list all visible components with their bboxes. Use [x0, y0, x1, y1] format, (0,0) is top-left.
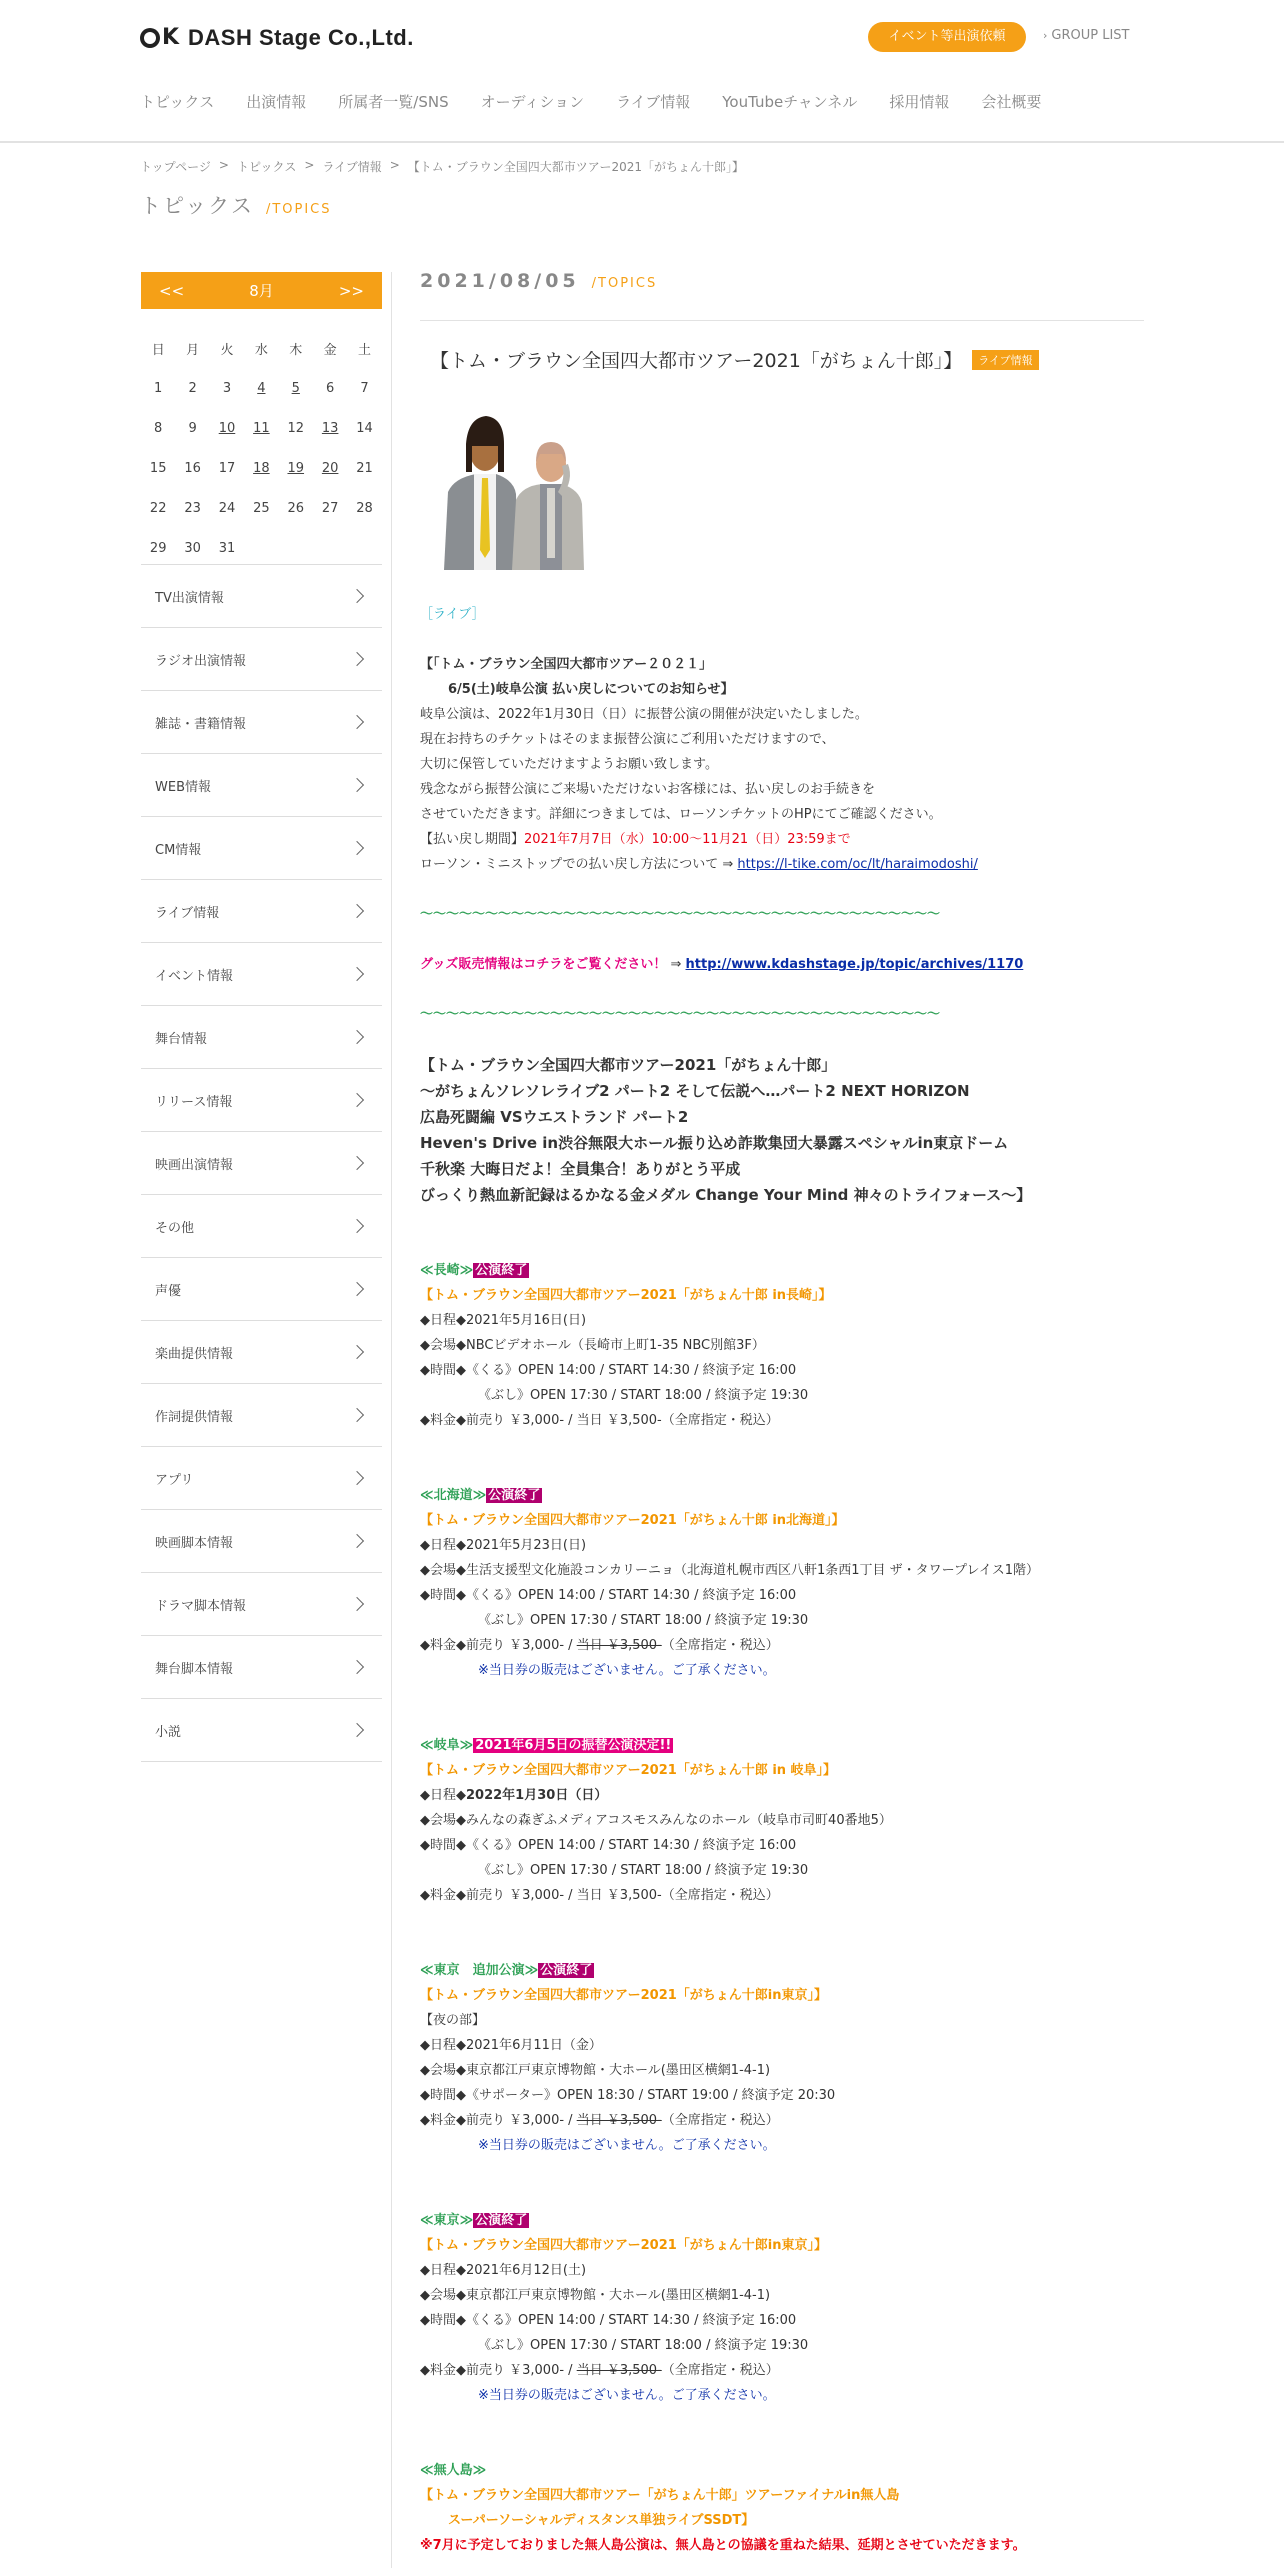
sidebar-item-label: 舞台脚本情報	[155, 1661, 234, 1677]
column-divider	[391, 272, 392, 2568]
tour-title: 【トム・ブラウン全国四大都市ツアー2021「がちょん十郎」	[420, 1056, 837, 1074]
hokkaido-venue: ◆会場◆生活支援型文化施設コンカリーニョ（北海道札幌市西区八軒1条西1丁目 ザ・タワープレイス1階）	[420, 1563, 1039, 1578]
gifu-date: ◆日程◆2022年1月30日（日）	[420, 1788, 608, 1803]
gifu-time: 《ぶし》OPEN 17:30 / START 18:00 / 終演予定 19:30	[478, 1863, 809, 1878]
calendar-next-button[interactable]: >>	[338, 281, 364, 300]
calendar-day: 12	[287, 420, 305, 436]
gifu-title: 【トム・ブラウン全国四大都市ツアー2021「がちょん十郎 in 岐阜」】	[420, 1763, 837, 1778]
calendar-day: 28	[356, 500, 373, 516]
calendar-day: 17	[218, 460, 236, 476]
breadcrumb-current: 【トム・ブラウン全国四大都市ツアー2021「がちょん十郎」】	[407, 160, 744, 174]
nav-audition[interactable]: オーディション	[480, 93, 585, 111]
refund-period: 【払い戻し期間】2021年7月7日（水）10:00～11月21（日）23:59まで	[420, 832, 851, 847]
hokkaido-title: 【トム・ブラウン全国四大都市ツアー2021「がちょん十郎 in北海道」】	[420, 1513, 845, 1528]
tokyo-heading: ≪東京≫ 公演終了	[420, 2213, 528, 2228]
calendar-day[interactable]: 4	[257, 380, 266, 396]
calendar-grid	[141, 328, 382, 568]
page-title	[140, 190, 332, 220]
calendar-day: 21	[356, 460, 373, 476]
breadcrumb-separator: >	[389, 158, 400, 172]
sidebar-item-label: ドラマ脚本情報	[155, 1598, 247, 1614]
calendar-day[interactable]: 19	[287, 460, 305, 476]
chevron-right-icon	[350, 1282, 364, 1296]
sidebar-item-label: 声優	[155, 1283, 182, 1299]
gifu-time: ◆時間◆《くる》OPEN 14:00 / START 14:30 / 終演予定 16:00	[420, 1838, 797, 1853]
nav-company[interactable]: 会社概要	[981, 93, 1042, 111]
breadcrumb	[140, 158, 744, 175]
status-badge: 公演終了	[540, 1963, 593, 1978]
goods-link[interactable]: http://www.kdashstage.jp/topic/archives/1170	[685, 957, 1024, 972]
status-badge: 公演終了	[475, 1263, 528, 1278]
calendar-week-row	[141, 408, 382, 448]
live-tag: ［ライブ］	[420, 607, 485, 622]
calendar-day: 22	[149, 500, 167, 516]
chevron-right-icon	[350, 1597, 364, 1611]
calendar-prev-button[interactable]: <<	[159, 281, 185, 300]
sidebar-item[interactable]	[141, 943, 382, 1006]
hokkaido-time: ◆時間◆《くる》OPEN 14:00 / START 14:30 / 終演予定 16:00	[420, 1588, 797, 1603]
calendar-day: 23	[184, 500, 201, 516]
nagasaki-heading: ≪長崎≫ 公演終了	[420, 1263, 528, 1278]
gifu-price: ◆料金◆前売り ￥3,000- / 当日 ￥3,500-（全席指定・税込）	[420, 1888, 779, 1903]
status-badge: 公演終了	[475, 2213, 528, 2228]
page-title-en: /TOPICS	[265, 202, 332, 217]
chevron-right-icon	[350, 904, 364, 918]
tour-title: 千秋楽 大晦日だよ！全員集合！ありがとう平成	[420, 1160, 741, 1178]
chevron-right-icon	[350, 1534, 364, 1548]
tour-title: びっくり熱血新記録はるかなる金メダル Change Your Mind 神々のトライフォース～】	[420, 1186, 1032, 1204]
notice-text: 岐阜公演は、2022年1月30日（日）に振替公演の開催が決定いたしました。	[420, 707, 868, 722]
chevron-right-icon: ›	[1043, 29, 1048, 42]
calendar-weekday: 火	[220, 342, 234, 358]
calendar-day: 14	[356, 420, 373, 436]
calendar-day: 30	[184, 540, 201, 556]
logo-text: DASH Stage Co.,Ltd.	[188, 25, 414, 50]
tokyo-extra-time: ◆時間◆《サポーター》OPEN 18:30 / START 19:00 / 終演予定 20:30	[420, 2088, 836, 2103]
calendar-day: 6	[326, 380, 335, 396]
nav-youtube[interactable]: YouTubeチャンネル	[722, 93, 858, 111]
chevron-right-icon	[350, 778, 364, 792]
mujinto-note: ※7月に予定しておりました無人島公演は、無人島との協議を重ねた結果、延期とさせていただきます。	[420, 2538, 1026, 2553]
hokkaido-note: ※当日券の販売はございません。ご了承ください。	[478, 1663, 776, 1678]
sidebar-item[interactable]	[141, 880, 382, 943]
tokyo-venue: ◆会場◆東京都江戸東京博物館・大ホール(墨田区横網1-4-1)	[420, 2288, 771, 2303]
tokyo-extra-venue: ◆会場◆東京都江戸東京博物館・大ホール(墨田区横網1-4-1)	[420, 2063, 771, 2078]
sidebar-item[interactable]	[141, 1573, 382, 1636]
sidebar-item-label: 楽曲提供情報	[155, 1346, 234, 1362]
post-date: 2021/08/05	[420, 270, 580, 292]
calendar-day[interactable]: 10	[218, 420, 236, 436]
sidebar-item-label: 雑誌・書籍情報	[155, 716, 247, 732]
calendar-day: 16	[184, 460, 201, 476]
sidebar-item[interactable]	[141, 1510, 382, 1573]
refund-link[interactable]: https://l-tike.com/oc/lt/haraimodoshi/	[737, 857, 978, 872]
calendar-week-row	[141, 368, 382, 408]
chevron-right-icon	[350, 1156, 364, 1170]
hokkaido-time: 《ぶし》OPEN 17:30 / START 18:00 / 終演予定 19:30	[478, 1613, 809, 1628]
notice-text: 現在お持ちのチケットはそのまま振替公演にご利用いただけますので、	[420, 732, 835, 747]
calendar-weekday-row	[141, 328, 382, 368]
sidebar-item-label: WEB情報	[155, 779, 211, 795]
calendar-day: 26	[287, 500, 305, 516]
sidebar-item[interactable]	[141, 754, 382, 817]
post-date-row	[420, 270, 1144, 298]
nagasaki-date: ◆日程◆2021年5月16日(日)	[420, 1313, 587, 1328]
nav-divider	[0, 141, 1284, 143]
category-list	[141, 564, 382, 1762]
calendar-day: 8	[154, 420, 163, 436]
global-nav	[140, 92, 1073, 112]
chevron-right-icon	[350, 1345, 364, 1359]
tokyo-title: 【トム・ブラウン全国四大都市ツアー2021「がちょん十郎in東京」】	[420, 2238, 828, 2253]
sidebar-item[interactable]	[141, 691, 382, 754]
calendar-day[interactable]: 18	[253, 460, 270, 476]
post-title	[430, 346, 1039, 373]
gifu-heading: ≪岐阜≫ 2021年6月5日の振替公演決定!!	[420, 1738, 672, 1753]
nagasaki-venue: ◆会場◆NBCビデオホール（長崎市上町1-35 NBC別館3F）	[420, 1338, 765, 1353]
notice-text: 残念ながら振替公演にご来場いただけないお客様には、払い戻しのお手続きを	[420, 782, 876, 797]
sidebar-item-label: 舞台情報	[155, 1031, 208, 1047]
calendar-day: 2	[188, 380, 197, 396]
notice-title-1: 【「トム・ブラウン全国四大都市ツアー２０２１」	[420, 657, 713, 672]
chevron-right-icon	[350, 1408, 364, 1422]
chevron-right-icon	[350, 841, 364, 855]
nagasaki-price: ◆料金◆前売り ￥3,000- / 当日 ￥3,500-（全席指定・税込）	[420, 1413, 779, 1428]
sidebar-item-label: その他	[155, 1220, 195, 1236]
sidebar-item[interactable]	[141, 1195, 382, 1258]
sidebar-item-label: 作詞提供情報	[155, 1409, 234, 1425]
chevron-right-icon	[350, 1471, 364, 1485]
chevron-right-icon	[350, 1030, 364, 1044]
sidebar-item-label: 小説	[155, 1724, 182, 1740]
sidebar-item[interactable]	[141, 817, 382, 880]
nav-topics[interactable]: トピックス	[140, 93, 215, 111]
calendar-day: 1	[154, 380, 163, 396]
calendar-weekday: 日	[151, 342, 165, 358]
group-list-link[interactable]: › GROUP LIST	[1043, 28, 1130, 43]
artist-photo	[430, 400, 590, 570]
tilde-separator: ～～～～～～～～～～～～～～～～～～～～～～～～～～～～～～～～～～～～～～～～	[420, 907, 941, 922]
sidebar-item-label: リリース情報	[155, 1094, 233, 1110]
calendar-day: 9	[188, 420, 197, 436]
sidebar-item-label: CM情報	[155, 842, 202, 858]
tokyo-time: 《ぶし》OPEN 17:30 / START 18:00 / 終演予定 19:30	[478, 2338, 809, 2353]
sidebar-item[interactable]	[141, 1636, 382, 1699]
tokyo-date: ◆日程◆2021年6月12日(土)	[420, 2263, 587, 2278]
logo[interactable]	[140, 24, 414, 52]
sidebar-item[interactable]	[141, 565, 382, 628]
gifu-venue: ◆会場◆みんなの森ぎふメディアコスモスみんなのホール（岐阜市司町40番地5）	[420, 1813, 892, 1828]
sidebar-item-label: アプリ	[155, 1472, 194, 1488]
calendar-weekday: 月	[186, 342, 200, 358]
post-divider	[420, 320, 1144, 321]
calendar-day: 24	[218, 500, 236, 516]
calendar-weekday: 木	[289, 342, 303, 358]
breadcrumb-live[interactable]: ライブ情報	[322, 160, 382, 174]
tokyo-extra-title: 【トム・ブラウン全国四大都市ツアー2021「がちょん十郎in東京」】	[420, 1988, 828, 2003]
mujinto-heading: ≪無人島≫	[420, 2463, 487, 2478]
calendar-month: 8月	[249, 282, 274, 300]
calendar-day[interactable]: 5	[291, 380, 300, 396]
event-request-button[interactable]: イベント等出演依頼	[868, 22, 1026, 52]
mujinto-title: スーパーソーシャルディスタンス単独ライブSSDT】	[448, 2513, 755, 2528]
calendar-day: 25	[253, 500, 270, 516]
chevron-right-icon	[350, 1723, 364, 1737]
sidebar-item[interactable]	[141, 1006, 382, 1069]
post-date-tag: /TOPICS	[591, 276, 658, 291]
hokkaido-price: ◆料金◆前売り ￥3,000- / 当日 ￥3,500-（全席指定・税込）	[420, 1638, 779, 1653]
chevron-right-icon	[350, 589, 364, 603]
sidebar-item-label: TV出演情報	[155, 590, 224, 606]
status-badge: 2021年6月5日の振替公演決定!!	[475, 1738, 672, 1753]
breadcrumb-separator: >	[218, 158, 229, 172]
sidebar-item-label: 映画出演情報	[155, 1157, 234, 1173]
tokyo-extra-price: ◆料金◆前売り ￥3,000- / 当日 ￥3,500-（全席指定・税込）	[420, 2113, 779, 2128]
sidebar-item[interactable]	[141, 1699, 382, 1762]
sidebar-item[interactable]	[141, 1447, 382, 1510]
calendar-header	[141, 272, 382, 309]
sidebar-item-label: ライブ情報	[155, 905, 220, 921]
tokyo-note: ※当日券の販売はございません。ご了承ください。	[478, 2388, 776, 2403]
sidebar-item[interactable]	[141, 1321, 382, 1384]
tokyo-extra-note: ※当日券の販売はございません。ご了承ください。	[478, 2138, 776, 2153]
calendar-day[interactable]: 13	[321, 420, 339, 436]
nagasaki-title: 【トム・ブラウン全国四大都市ツアー2021「がちょん十郎 in長崎」】	[420, 1288, 832, 1303]
chevron-right-icon	[350, 967, 364, 981]
sidebar-item[interactable]	[141, 628, 382, 691]
chevron-right-icon	[350, 652, 364, 666]
tokyo-price: ◆料金◆前売り ￥3,000- / 当日 ￥3,500-（全席指定・税込）	[420, 2363, 779, 2378]
tokyo-extra-part: 【夜の部】	[420, 2013, 486, 2028]
breadcrumb-topics[interactable]: トピックス	[236, 160, 297, 174]
nagasaki-time: ◆時間◆《くる》OPEN 14:00 / START 14:30 / 終演予定 16:00	[420, 1363, 797, 1378]
post-category-badge[interactable]: ライブ情報	[972, 350, 1038, 370]
tour-title: ～がちょんソレソレライブ2 パート2 そして伝説へ…パート2 NEXT HORIZON	[420, 1082, 970, 1100]
nagasaki-time: 《ぶし》OPEN 17:30 / START 18:00 / 終演予定 19:30	[478, 1388, 809, 1403]
chevron-right-icon	[350, 1093, 364, 1107]
calendar-day: 31	[218, 540, 236, 556]
sidebar-item[interactable]	[141, 1132, 382, 1195]
calendar-day[interactable]: 20	[321, 460, 339, 476]
post-title-text: 【トム・ブラウン全国四大都市ツアー2021「がちょん十郎」】	[430, 350, 963, 372]
chevron-right-icon	[350, 715, 364, 729]
main-content	[420, 270, 1144, 2553]
breadcrumb-home[interactable]: トップページ	[140, 160, 211, 174]
sidebar-item[interactable]	[141, 1069, 382, 1132]
hokkaido-date: ◆日程◆2021年5月23日(日)	[420, 1538, 587, 1553]
tour-title: 広島死闘編 VSウエストランド パート2	[420, 1108, 689, 1126]
calendar-week-row	[141, 528, 382, 568]
sidebar-item-label: ラジオ出演情報	[155, 653, 247, 669]
calendar-day: 27	[321, 500, 339, 516]
calendar-week-row	[141, 488, 382, 528]
sidebar-item[interactable]	[141, 1384, 382, 1447]
breadcrumb-separator: >	[304, 158, 315, 172]
calendar-weekday: 土	[358, 342, 372, 358]
calendar-weekday: 水	[254, 342, 268, 358]
post-body	[420, 602, 1144, 2558]
goods-line: グッズ販売情報はコチラをご覧ください！ ⇒ http://www.kdashstage.jp/topic/archives/1170	[420, 957, 1024, 972]
nav-members[interactable]: 所属者一覧/SNS	[338, 93, 449, 111]
calendar-day: 15	[149, 460, 167, 476]
nav-live[interactable]: ライブ情報	[616, 93, 691, 111]
chevron-right-icon	[350, 1219, 364, 1233]
tokyo-time: ◆時間◆《くる》OPEN 14:00 / START 14:30 / 終演予定 16:00	[420, 2313, 797, 2328]
tour-title: Heven's Drive in渋谷無限大ホール振り込め詐欺集団大暴露スペシャルin東京ドーム	[420, 1134, 1009, 1152]
refund-method: ローソン・ミニストップでの払い戻し方法について ⇒ https://l-tike.com/oc/lt/haraimodoshi/	[420, 857, 978, 872]
sidebar-item-label: イベント情報	[155, 968, 234, 984]
calendar-week-row	[141, 448, 382, 488]
calendar-day: 7	[360, 380, 369, 396]
status-badge: 公演終了	[488, 1488, 541, 1503]
tilde-separator: ～～～～～～～～～～～～～～～～～～～～～～～～～～～～～～～～～～～～～～～～	[420, 1007, 941, 1022]
logo-mark-icon: K	[140, 26, 182, 50]
notice-title-2: 6/5(土)岐阜公演 払い戻しについてのお知らせ】	[448, 682, 734, 697]
nav-recruit[interactable]: 採用情報	[889, 93, 950, 111]
sidebar-item-label: 映画脚本情報	[155, 1535, 234, 1551]
calendar-day[interactable]: 11	[253, 420, 270, 436]
calendar-weekday: 金	[323, 342, 337, 358]
page-title-jp: トピックス	[140, 194, 254, 218]
calendar-day: 3	[222, 380, 232, 396]
sidebar-item[interactable]	[141, 1258, 382, 1321]
chevron-right-icon	[350, 1660, 364, 1674]
tokyo-extra-heading: ≪東京 追加公演≫ 公演終了	[420, 1963, 593, 1978]
calendar-day: 29	[149, 540, 167, 556]
notice-text: させていただきます。詳細につきましては、ローソンチケットのHPにてご確認ください。	[420, 807, 942, 822]
nav-appearance[interactable]: 出演情報	[246, 93, 307, 111]
hokkaido-heading: ≪北海道≫ 公演終了	[420, 1488, 541, 1503]
tokyo-extra-date: ◆日程◆2021年6月11日（金）	[420, 2038, 602, 2053]
mujinto-title: 【トム・ブラウン全国四大都市ツアー「がちょん十郎」ツアーファイナルin無人島	[420, 2488, 900, 2503]
notice-text: 大切に保管していただけますようお願い致します。	[420, 757, 718, 772]
